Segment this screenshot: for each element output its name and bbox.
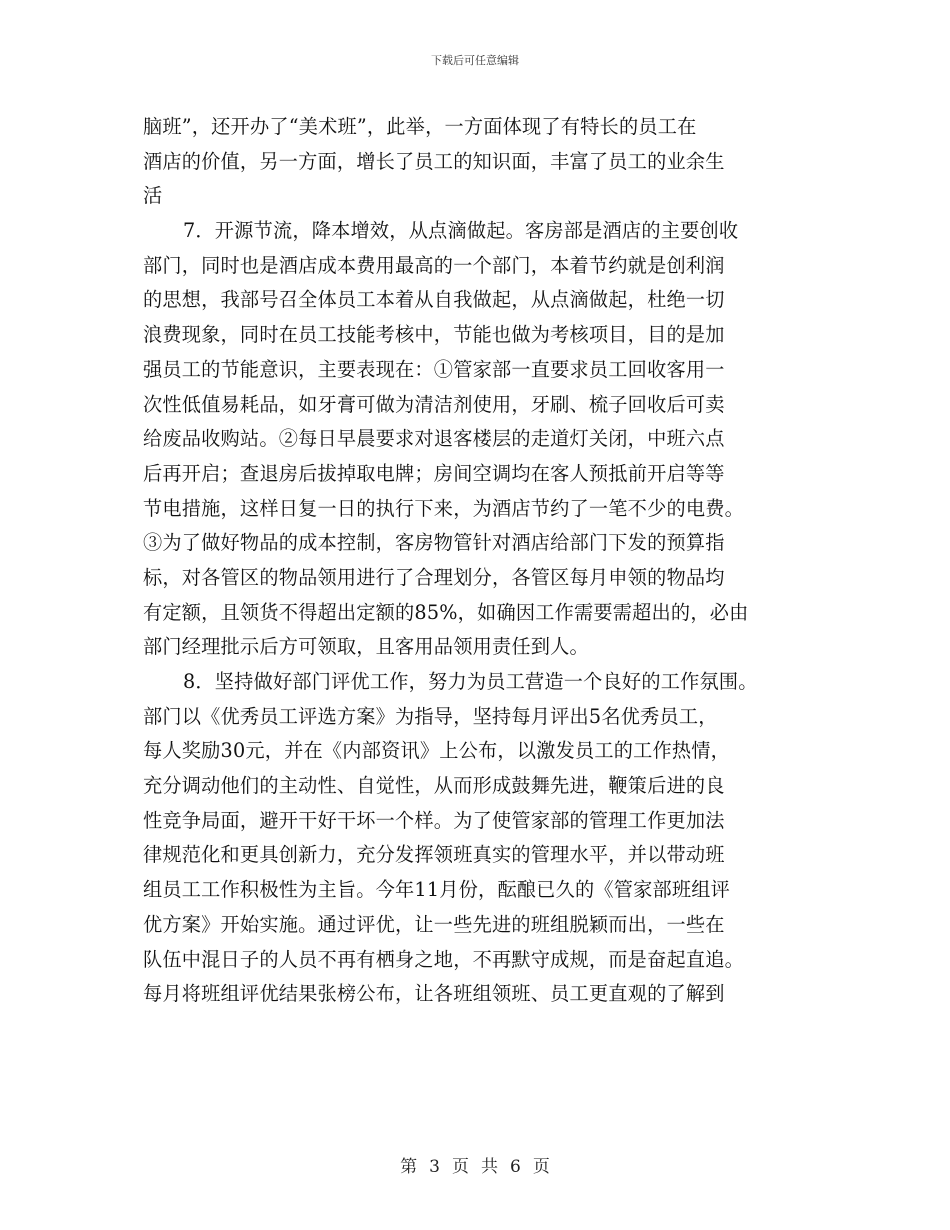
- text-line: 充分调动他们的主动性、自觉性，从而形成鼓舞先进，鞭策后进的良: [143, 774, 725, 798]
- text-line: 部门，同时也是酒店成本费用最高的一个部门，本着节约就是创利润: [143, 253, 725, 277]
- text-line: 部门以《优秀员工评选方案》为指导，坚持每月评出5名优秀员工，: [143, 704, 718, 728]
- text-line: 酒店的价值，另一方面，增长了员工的知识面，丰富了员工的业余生: [143, 149, 725, 173]
- text-line: 活: [143, 184, 163, 208]
- paragraph-8-first-line: 8．坚持做好部门评优工作，努力为员工营造一个良好的工作氛围。: [183, 670, 758, 693]
- text-line: 标，对各管区的物品领用进行了合理划分，各管区每月申领的物品均: [143, 565, 725, 589]
- text-line: 每月将班组评优结果张榜公布，让各班组领班、员工更直观的了解到: [143, 982, 725, 1006]
- text-line: 后再开启；查退房后拔掉取电牌；房间空调均在客人预抵前开启等等: [143, 461, 725, 485]
- current-page-number: 3: [429, 1157, 440, 1177]
- text-line: 的思想，我部号召全体员工本着从自我做起，从点滴做起，杜绝一切: [143, 288, 725, 312]
- text-line: 性竞争局面，避开干好干坏一个样。为了使管家部的管理工作更加法: [143, 808, 725, 832]
- page-header: 下载后可任意编辑: [431, 54, 519, 67]
- text-line: 组员工工作积极性为主旨。今年11月份，酝酿已久的《管家部班组评: [143, 878, 731, 902]
- document-body: [143, 110, 811, 1012]
- text-line: 节电措施，这样日复一日的执行下来，为酒店节约了一笔不少的电费。: [143, 496, 745, 520]
- text-line: 律规范化和更具创新力，充分发挥领班真实的管理水平，并以带动班: [143, 843, 725, 867]
- text-line: ③为了做好物品的成本控制，客房物管针对酒店给部门下发的预算指: [143, 531, 725, 555]
- text-line: 浪费现象，同时在员工技能考核中，节能也做为考核项目，目的是加: [143, 323, 725, 347]
- text-line: 优方案》开始实施。通过评优，让一些先进的班组脱颖而出，一些在: [143, 912, 725, 936]
- text-line: 队伍中混日子的人员不再有栖身之地，不再默守成规，而是奋起直追。: [143, 947, 745, 971]
- text-line: 部门经理批示后方可领取，且客用品领用责任到人。: [143, 635, 589, 659]
- text-line: 脑班”，还开办了“美术班”，此举，一方面体现了有特长的员工在: [143, 115, 697, 138]
- page-footer: [0, 1152, 950, 1177]
- text-line: 次性低值易耗品，如牙膏可做为清洁剂使用，牙刷、梳子回收后可卖: [143, 392, 725, 416]
- paragraph-7-first-line: 7．开源节流，降本增效，从点滴做起。客房部是酒店的主要创收: [183, 219, 739, 243]
- text-line: 有定额，且领货不得超出定额的85%，如确因工作需要需超出的，必由: [143, 600, 749, 624]
- total-page-count: 6: [510, 1157, 521, 1177]
- page-unit: 页: [452, 1157, 469, 1177]
- text-line: 每人奖励30元，并在《内部资讯》上公布，以激发员工的工作热情，: [143, 739, 731, 763]
- text-line: 给废品收购站。②每日早晨要求对退客楼层的走道灯关闭，中班六点: [143, 427, 725, 451]
- page-number-suffix: 页: [532, 1157, 550, 1177]
- text-line: 强员工的节能意识，主要表现在：①管家部一直要求员工回收客用一: [143, 357, 725, 381]
- total-label: 共: [481, 1157, 498, 1177]
- page-number-prefix: 第: [400, 1157, 418, 1177]
